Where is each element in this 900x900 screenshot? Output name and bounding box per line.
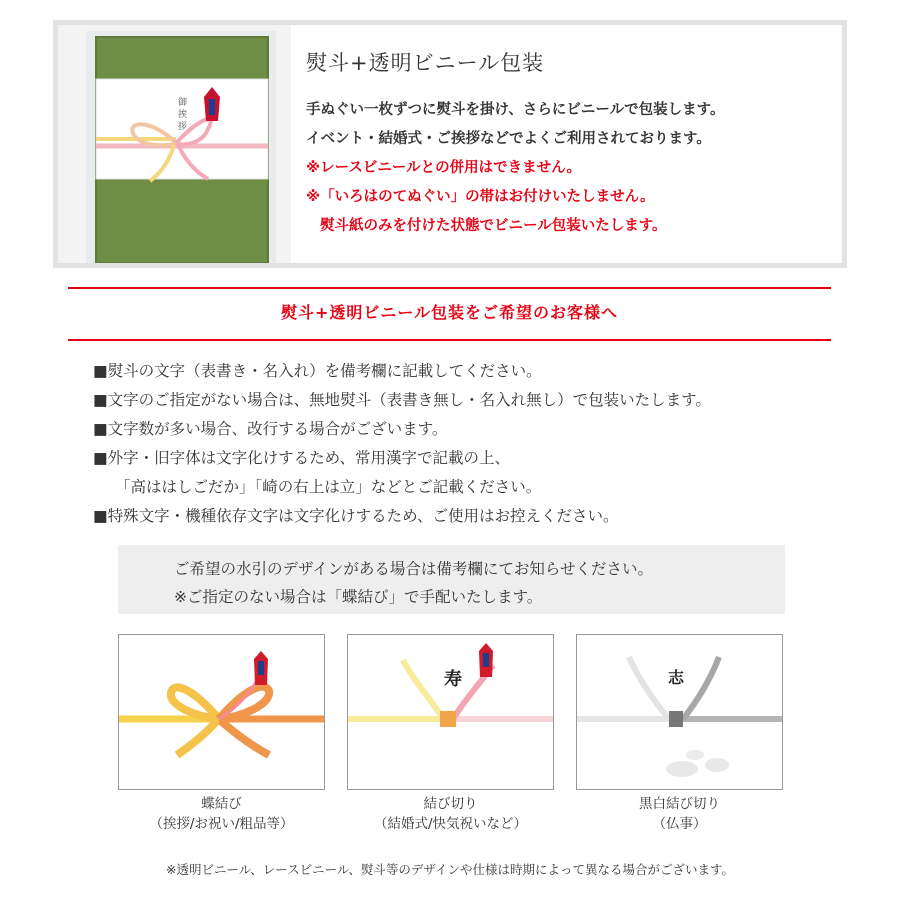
product-panel xyxy=(53,20,847,268)
warning-line: ※レースビニールとの併用はできません。 xyxy=(306,160,581,176)
design-name: 黒白結び切り xyxy=(639,796,720,812)
design-card-kurojiro xyxy=(576,634,783,834)
design-image-chomusubi xyxy=(118,634,325,790)
note-item: 「高ははしごだか」「崎の右上は立」などとご記載ください。 xyxy=(115,478,542,496)
design-usage: （仏事） xyxy=(652,816,707,832)
note-item: ■文字数が多い場合、改行する場合がございます。 xyxy=(93,420,448,438)
note-item: ■文字のご指定がない場合は、無地熨斗（表書き無し・名入れ無し）で包装いたします。 xyxy=(93,391,711,409)
design-label: 寿 xyxy=(444,669,462,690)
design-label: 志 xyxy=(668,668,685,687)
design-name: 結び切り xyxy=(423,796,478,812)
warning-line: ※「いろはのてぬぐい」の帯はお付けいたしません。 xyxy=(306,189,655,205)
product-description xyxy=(306,47,846,241)
design-card-musubikiri xyxy=(347,634,554,834)
footnote: ※透明ビニール、レースビニール、熨斗等のデザインや仕様は時期によって異なる場合がございます。 xyxy=(166,862,734,877)
design-usage: （挨拶/お祝い/粗品等） xyxy=(149,816,294,832)
section-top-rule xyxy=(68,287,831,289)
tenugui-wrap-image xyxy=(58,25,291,263)
design-image-musubikiri xyxy=(347,634,554,790)
note-item: ■熨斗の文字（表書き・名入れ）を備考欄に記載してください。 xyxy=(93,362,542,380)
product-title: 熨斗+透明ビニール包装 xyxy=(306,51,545,75)
svg-text:拶: 拶 xyxy=(178,122,188,132)
design-usage: （結婚式/快気祝いなど） xyxy=(373,816,528,832)
info-box xyxy=(118,545,785,614)
section-title: 熨斗+透明ビニール包装をご希望のお客様へ xyxy=(280,303,619,322)
info-line: ※ご指定のない場合は「蝶結び」で手配いたします。 xyxy=(174,588,543,606)
design-image-kurojiro xyxy=(576,634,783,790)
svg-text:御: 御 xyxy=(178,98,188,108)
notes-list xyxy=(93,357,853,531)
product-line: イベント・結婚式・ご挨拶などでよくご利用されております。 xyxy=(306,131,711,147)
design-name: 蝶結び xyxy=(201,796,242,812)
warning-line: 熨斗紙のみを付けた状態でビニール包装いたします。 xyxy=(320,218,667,234)
mizuhiki-designs xyxy=(118,634,785,832)
design-card-chomusubi xyxy=(118,634,325,834)
note-item: ■外字・旧字体は文字化けするため、常用漢字で記載の上、 xyxy=(93,449,511,467)
info-line: ご希望の水引のデザインがある場合は備考欄にてお知らせください。 xyxy=(174,560,653,578)
product-photo xyxy=(58,25,291,263)
product-line: 手ぬぐい一枚ずつに熨斗を掛け、さらにビニールで包装します。 xyxy=(306,102,725,118)
svg-text:挨: 挨 xyxy=(178,110,188,120)
note-item: ■特殊文字・機種依存文字は文字化けするため、ご使用はお控えください。 xyxy=(93,507,619,525)
section-bottom-rule xyxy=(68,339,831,341)
